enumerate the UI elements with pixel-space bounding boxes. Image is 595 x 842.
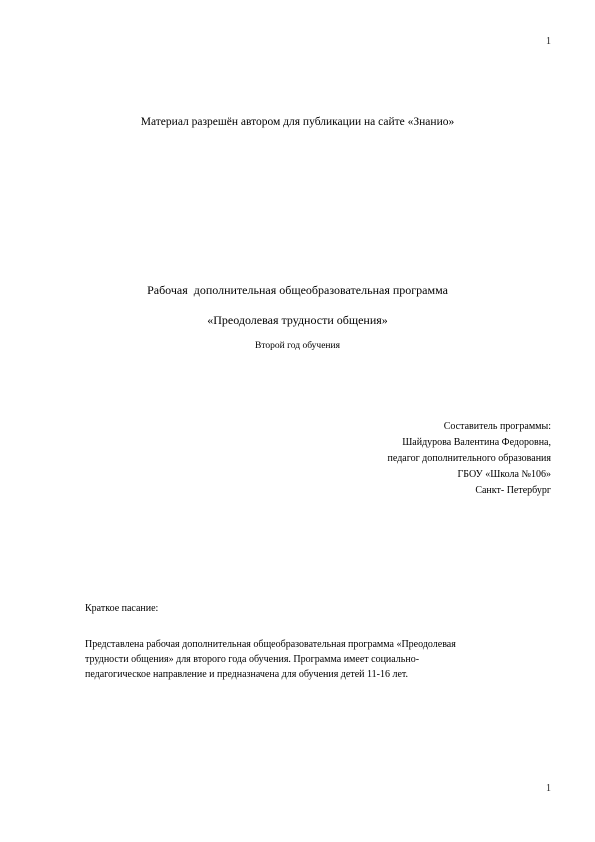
author-city: Санкт- Петербург <box>475 485 551 496</box>
summary-line: педагогическое направление и предназначена для обучения детей 11-16 лет. <box>85 669 408 680</box>
author-label: Составитель программы: <box>443 421 551 432</box>
summary-line: трудности общения» для второго года обучения. Программа имеет социально- <box>85 654 420 665</box>
author-block <box>388 419 551 499</box>
summary-label: Краткое пасание: <box>85 603 159 614</box>
author-name: Шайдурова Валентина Федоровна, <box>402 437 551 448</box>
author-position: педагог дополнительного образования <box>387 453 551 464</box>
summary-text <box>85 637 545 682</box>
summary-line: Представлена рабочая дополнительная общеобразовательная программа «Преодолевая <box>85 639 456 650</box>
program-name: «Преодолевая трудности общения» <box>207 313 388 327</box>
page-number-bottom: 1 <box>546 783 551 794</box>
author-school: ГБОУ «Школа №106» <box>457 469 551 480</box>
publication-notice: Материал разрешён автором для публикации на сайте «Знанио» <box>140 116 455 128</box>
page-number-top: 1 <box>546 36 551 47</box>
study-year: Второй год обучения <box>255 341 340 351</box>
program-title: Рабочая дополнительная общеобразовательная программа <box>147 283 448 297</box>
